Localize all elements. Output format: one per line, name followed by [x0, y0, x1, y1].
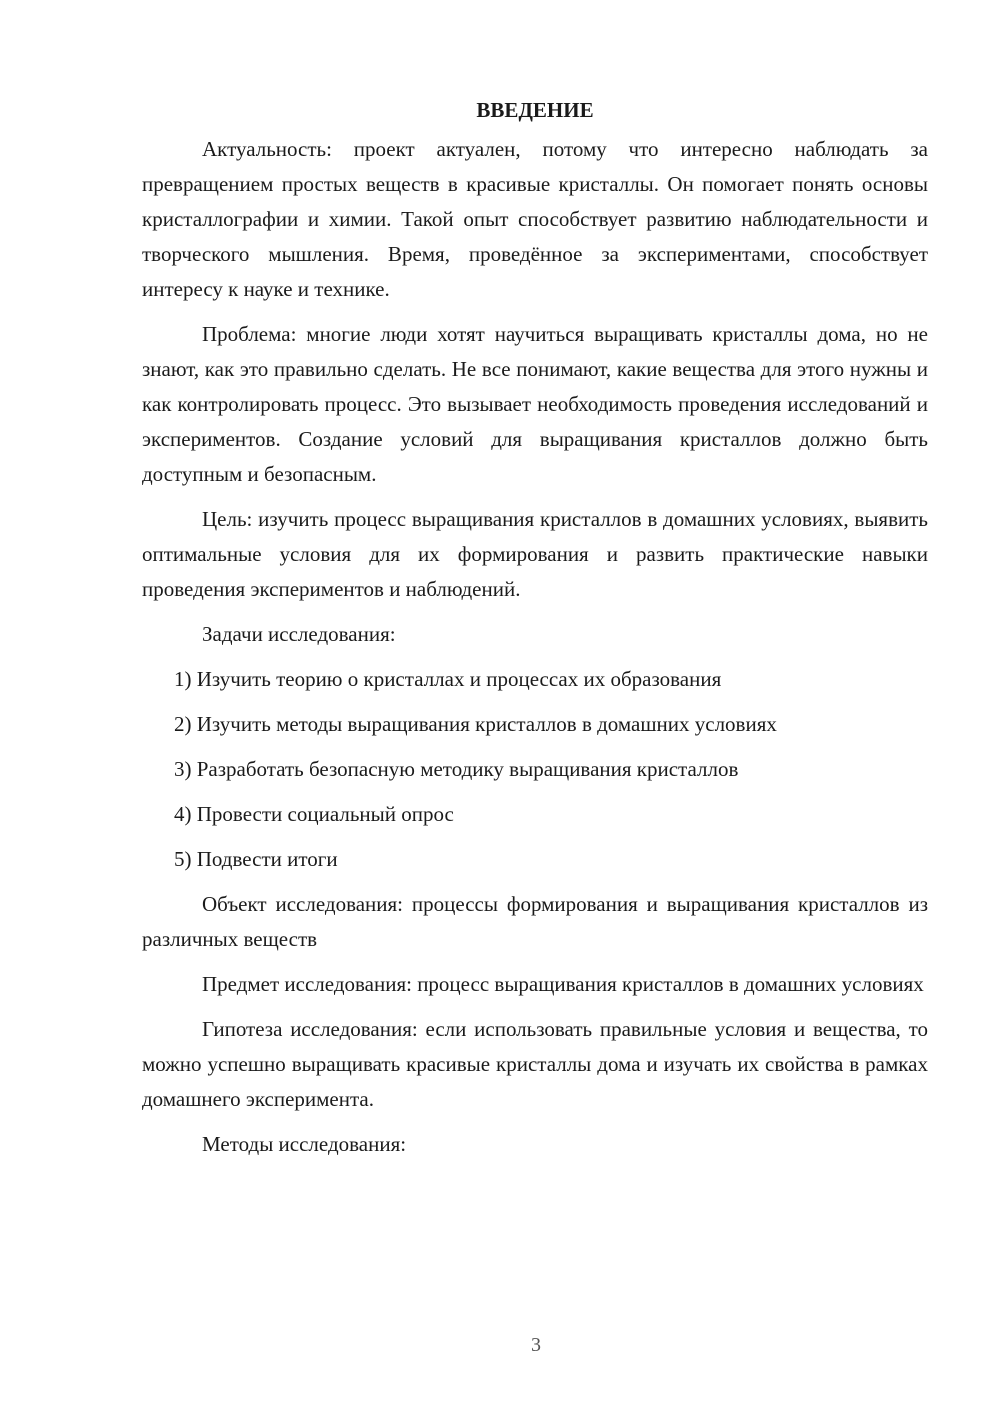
- methods-heading: Методы исследования:: [202, 1132, 407, 1156]
- task-item: 4) Провести социальный опрос: [174, 802, 454, 826]
- page-title: ВВЕДЕНИЕ: [476, 98, 594, 122]
- task-item: 1) Изучить теорию о кристаллах и процессах их образования: [174, 667, 722, 691]
- task-item: 3) Разработать безопасную методику выращивания кристаллов: [174, 757, 739, 781]
- hypothesis-paragraph: Гипотеза исследования: если использовать правильные условия и вещества, то можно успешно выращивать красивые кристаллы дома и изучать их свойства в рамках домашнего эксперимента.: [142, 1017, 928, 1111]
- task-item: 5) Подвести итоги: [174, 847, 338, 871]
- tasks-list: [142, 662, 928, 877]
- document-page: [142, 94, 928, 1172]
- goal-paragraph: Цель: изучить процесс выращивания кристаллов в домашних условиях, выявить оптимальные условия для их формирования и развить практические навыки проведения экспериментов и наблюдений.: [142, 507, 928, 601]
- task-item: 2) Изучить методы выращивания кристаллов в домашних условиях: [174, 712, 777, 736]
- tasks-heading: Задачи исследования:: [202, 622, 396, 646]
- object-paragraph: Объект исследования: процессы формирования и выращивания кристаллов из различных веществ: [142, 892, 928, 951]
- page-number: 3: [531, 1334, 541, 1356]
- relevance-paragraph: Актуальность: проект актуален, потому что интересно наблюдать за превращением простых веществ в красивые кристаллы. Он помогает понять основы кристаллографии и химии. Такой опыт способствует развитию наблюдательности и творческого мышления. Время, проведённое за экспериментами, способствует интересу к науке и технике.: [142, 137, 928, 301]
- problem-paragraph: Проблема: многие люди хотят научиться выращивать кристаллы дома, но не знают, как это правильно сделать. Не все понимают, какие вещества для этого нужны и как контролировать процесс. Это вызывает необходимость проведения исследований и экспериментов. Создание условий для выращивания кристаллов должно быть доступным и безопасным.: [142, 322, 928, 486]
- subject-paragraph: Предмет исследования: процесс выращивания кристаллов в домашних условиях: [202, 972, 924, 996]
